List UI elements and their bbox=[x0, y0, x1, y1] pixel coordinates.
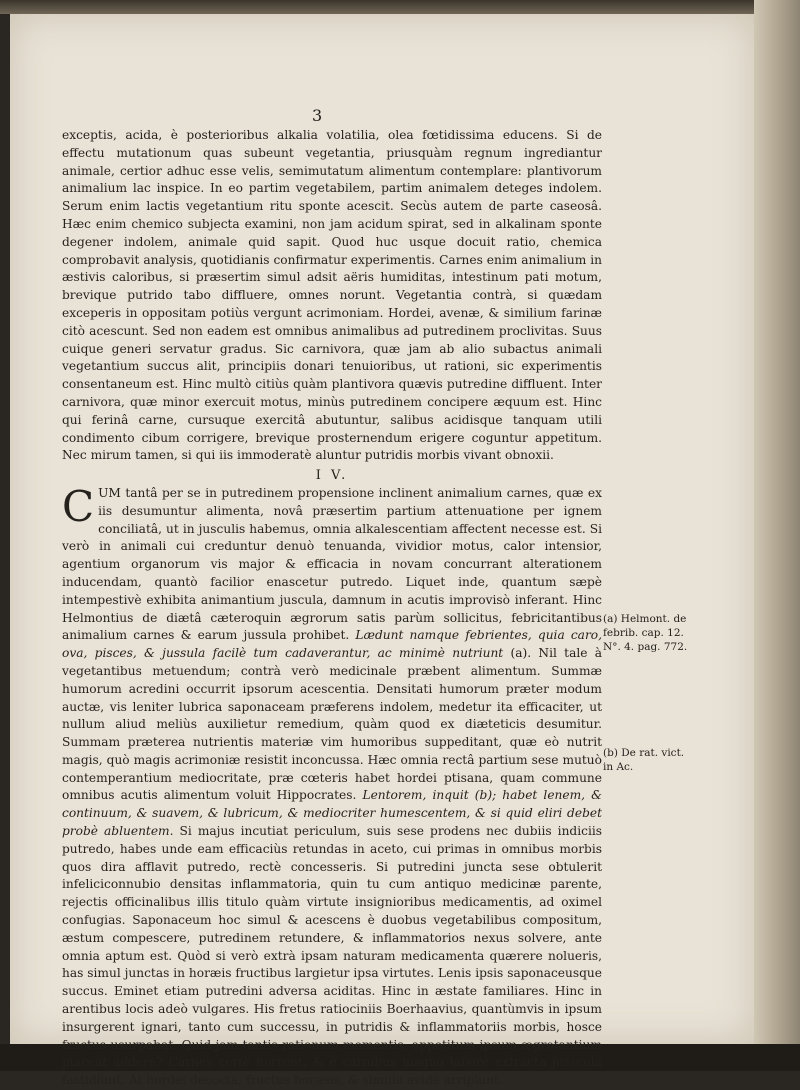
paragraph-2-part-b: (a). Nil tale à vegetantibus metuendum; contrà verò medicinale præbent alimentum. Summæ humorum acredini occurrit ipsorum acescentia. Densitati humorum præter modum auctæ, vis leniter lubrica saponaceam præferens indolem, medetur ita efficaciter, ut nullum aliud meliùs auxilietur remedium, quàm quod ex diæteticis desumitur. Summam præterea nutrientis materiæ vim humoribus suppeditant, quæ eò nutrit magis, quò magis acrimoniæ resistit inconcussa. Hæc omnia rectâ partium sese mutuò contemperantium mediocritate, præ cœteris habet hordei ptisana, quam commune omnibus acutis alimentum voluit Hippocrates. bbox=[62, 646, 602, 803]
section-heading: I V. bbox=[315, 468, 349, 484]
helmont-quote: Lædunt namque febrientes, quia caro, ova, pisces, & jussula facilè tum cadaverantur, ac minimè nutriunt bbox=[62, 628, 602, 661]
drop-cap: C bbox=[62, 481, 95, 531]
main-text bbox=[62, 127, 602, 1090]
margin-note-b: (b) De rat. vict. in Ac. bbox=[603, 747, 685, 773]
margin-note-a: (a) Helmont. de febrib. cap. 12. N°. 4. pag. 772. bbox=[603, 613, 688, 653]
page-number: 3 bbox=[312, 106, 323, 125]
hippocrates-quote: Lentorem, inquit (b); habet lenem, & continuum, & suavem, & lubricum, & mediocriter humescentem, & si quid eliri debet probè abluentem. bbox=[62, 788, 602, 839]
book-top-edge bbox=[0, 0, 800, 14]
paragraph-1: exceptis, acida, è posterioribus alkalia volatilia, olea fœtidissima educens. Si de effectu mutationum quas subeunt vegetantia, priusquàm regnum ingrediantur animale, certior adhuc esse velis, semimutatum alimentum contemplare: plantivorum animalium lac inspice. In eo partim vegetabilem, partim animalem deteges indolem. Serum enim lactis vegetantium ritu sponte acescit. Secùs autem de parte caseosâ. Hæc enim chemico subjecta examini, non jam acidum spirat, sed in alkalinam sponte degener indolem, animale quid sapit. Quod huc usque docuit ratio, chemica comprobavit analysis, quotidianis confirmatur experimentis. Carnes enim animalium in æstivis caloribus, si præsertim simul adsit aëris humiditas, intestinum pati motum, brevique putrido tabo diffluere, omnes norunt. Vegetantia contrà, si quædam exceperis in oppositam potiùs vergunt acrimoniam. Hordei, avenæ, & similium farinæ citò acescunt. Sed non eadem est omnibus animalibus ad putredinem proclivitas. Suus cuique generi servatur gradus. Sic carnivora, quæ jam ab alio subactus animali vegetantium succus alit, principiis donari tenuioribus, ut rationi, sic experimentis consentaneum est. Hinc multò citiùs quàm plantivora quævis putredine diffluent. Inter carnivora, quæ minor exercuit motus, minùs putredinem concipere æquum est. Hinc qui ferinâ carne, cursuque exercitâ abutuntur, salibus acidisque tanquam utili condimento cibum corrigere, brevique prosternendum erigere coguntur appetitum. Nec mirum tamen, si qui iis immoderatè aluntur putridis morbis vivant obnoxii. bbox=[62, 128, 602, 463]
paragraph-2-part-c: Si majus incutiat periculum, suis sese prodens nec dubiis indiciis putredo, habes unde eam efficaciùs retundas in aceto, cui primas in omnibus morbis quos dira afflavit putredo, rectè concesseris. Si putredini juncta sese obtulerit infeliciconnubio densitas inflammatoria, quin tu cum antiquo medicinæ parente, rejectis officinalibus illis titulo quàm virtute insignioribus medicamentis, ad oximel confugias. Saponaceum hoc simul & acescens è duobus vegetabilibus compositum, æstum compescere, putredinem retundere, & inflammatorios nexus solvere, ante omnia aptum est. Quòd si verò extrà ipsam naturam medicamenta quærere nolueris, has simul junctas in horæis fructibus largietur ipsa virtutes. Lenis ipsis saponaceusque succus. Eminet etiam putredini adversa aciditas. Hinc in æstate familiares. Hinc in arentibus locis adeò vulgares. His fretus ratiociniis Boerhaavius, quantùmvis in ipsum insurgerent ignari, tanto cum successu, in putridis & inflammatoriis morbis, hosce fructus usurpabat. Quid jam tantis rationum momentis, appetitum ipsum ægrotantium placeat addere? Carnes certè horrent, & è carnibus magno labore extracta jusscula fastidiunt. At hordei decocta, fructus horæos, & similia avidè arripiunt. bbox=[62, 824, 602, 1088]
paragraph-2 bbox=[62, 481, 602, 1090]
book-page-edges bbox=[754, 0, 800, 1071]
paragraph-2-part-a: UM tantâ per se in putredinem propensione inclinent animalium carnes, quæ ex iis desumuntur alimenta, novâ præsertim partium attenuatione per ignem conciliatâ, ut in jusculis habemus, omnia alkalescentiam affectent necesse est. Si verò in animali cui creduntur denuò tenuanda, vividior motus, calor intensior, agentium organorum vis major & efficacia in novam concurrant alterationem inducendam, quantò facilior enascetur putredo. Liquet inde, quantum sæpè intempestivè exhibita animantium juscula, damnum in acutis improvisò inferant. Hinc Helmontius de diætâ cæteroquin ægrorum satis parùm sollicitus, febricitantibus animalium carnes & earum jussula prohibet. bbox=[62, 485, 602, 643]
